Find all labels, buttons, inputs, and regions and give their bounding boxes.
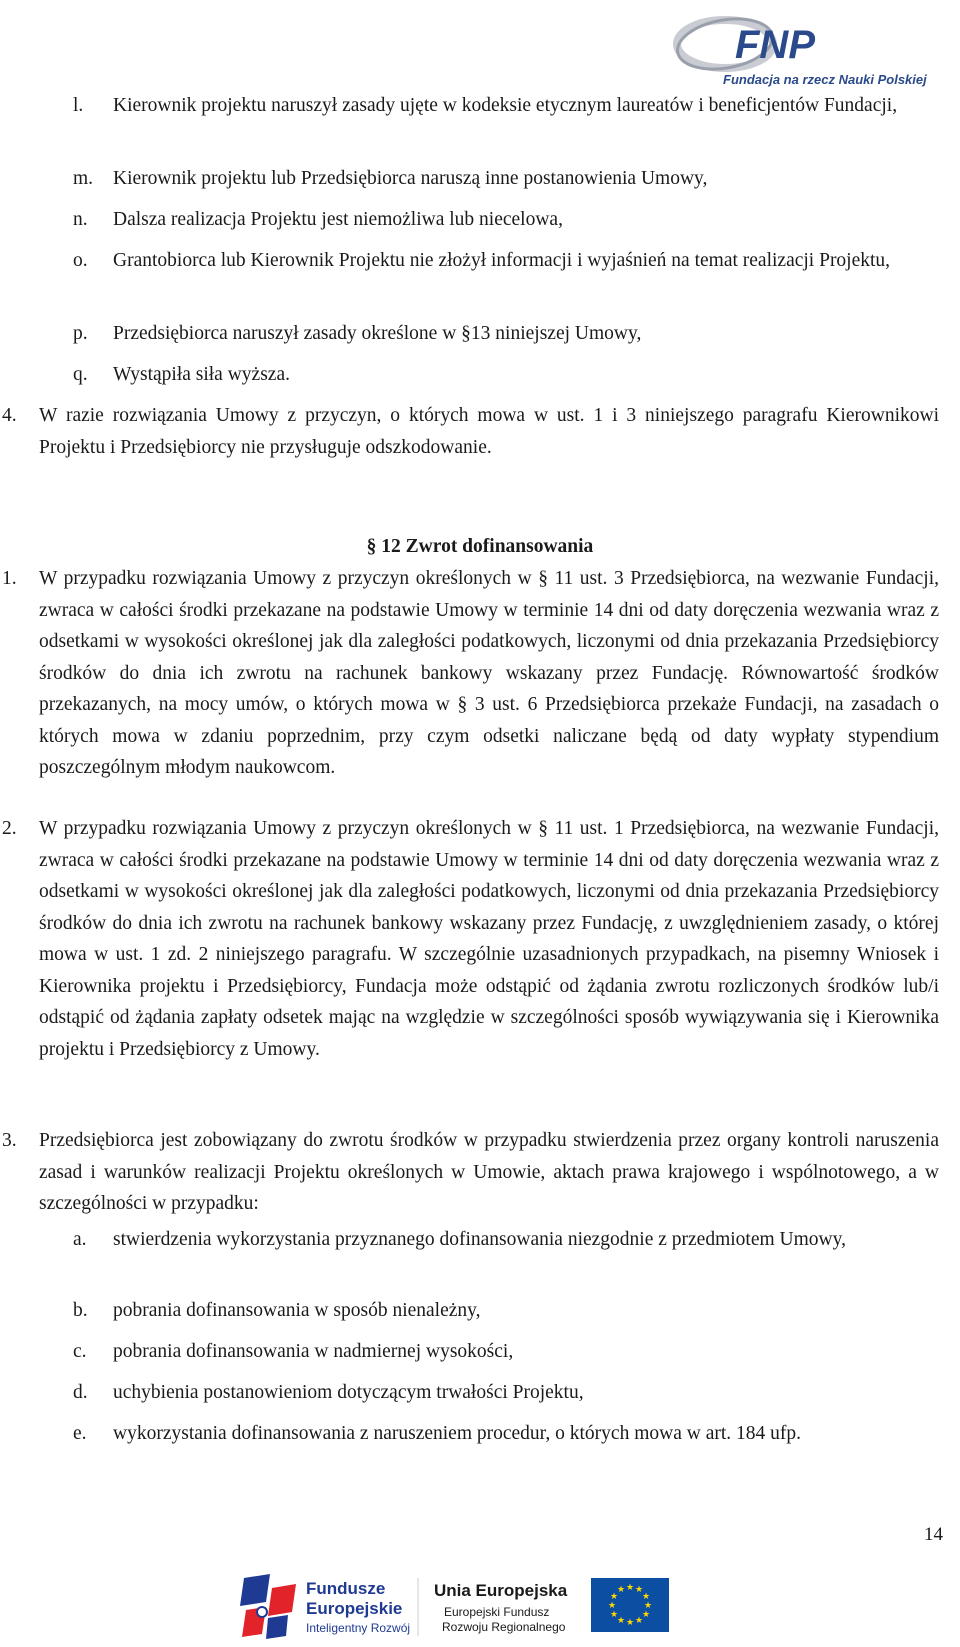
list-item	[73, 1224, 939, 1256]
list-text: Wystąpiła siła wyższa.	[113, 364, 290, 385]
paragraph-text: W razie rozwiązania Umowy z przyczyn, o których mowa w ust. 1 i 3 niniejszego paragrafu Kierownikowi Projektu i Przedsiębiorcy nie przysługuje odszkodowanie.	[39, 405, 939, 458]
page-number: 14	[924, 1524, 943, 1545]
paragraph-number: 3.	[2, 1130, 17, 1151]
numbered-paragraph	[2, 563, 939, 784]
eu-line1: Unia Europejska	[434, 1581, 568, 1600]
list-marker: p.	[73, 323, 88, 344]
list-marker: l.	[73, 95, 84, 116]
list-item	[73, 90, 939, 122]
svg-text:★: ★	[634, 1616, 644, 1626]
fe-line3: Inteligentny Rozwój	[306, 1621, 411, 1635]
list-text: pobrania dofinansowania w sposób nienależny,	[113, 1300, 481, 1321]
list-text: pobrania dofinansowania w nadmiernej wysokości,	[113, 1341, 514, 1362]
list-marker: e.	[73, 1423, 87, 1444]
numbered-paragraph	[2, 813, 939, 1065]
paragraph-text: Przedsiębiorca jest zobowiązany do zwrotu środków w przypadku stwierdzenia przez organy kontroli naruszenia zasad i warunków realizacji Projektu określonych w Umowie, aktach prawa krajowego i wspólnotowego, a w szczególności w przypadku:	[39, 1130, 939, 1214]
list-item	[73, 1295, 939, 1327]
section-heading: § 12 Zwrot dofinansowania	[366, 536, 594, 557]
list-item	[73, 318, 939, 350]
numbered-paragraph	[2, 400, 939, 463]
list-marker: d.	[73, 1382, 88, 1403]
fe-line2: Europejskie	[306, 1599, 403, 1618]
svg-text:★: ★	[616, 1616, 626, 1626]
numbered-paragraph	[2, 1125, 939, 1220]
paragraph-number: 1.	[2, 568, 17, 589]
fnp-logo-tagline: Fundacja na rzecz Nauki Polskiej	[723, 72, 927, 87]
svg-text:★: ★	[616, 1585, 626, 1595]
list-marker: n.	[73, 209, 88, 230]
list-item	[73, 204, 939, 236]
svg-text:★: ★	[625, 1583, 635, 1593]
svg-text:★: ★	[643, 1601, 653, 1611]
list-item	[73, 1336, 939, 1368]
list-text: Dalsza realizacja Projektu jest niemożliwa lub niecelowa,	[113, 209, 563, 230]
list-text: wykorzystania dofinansowania z naruszeniem procedur, o których mowa w art. 184 ufp.	[113, 1423, 802, 1444]
fnp-logo-text: FNP	[735, 23, 815, 67]
list-text: Kierownik projektu naruszył zasady ujęte w kodeksie etycznym laureatów i beneficjentów Fundacji,	[113, 95, 898, 116]
eu-line2: Europejski Fundusz	[444, 1605, 550, 1619]
list-text: Przedsiębiorca naruszył zasady określone w §13 niniejszej Umowy,	[113, 323, 642, 344]
svg-text:★: ★	[641, 1610, 651, 1620]
list-item	[73, 245, 939, 277]
svg-text:★: ★	[609, 1610, 619, 1620]
footer-logos	[236, 1572, 836, 1642]
list-item	[73, 1377, 939, 1409]
list-marker: c.	[73, 1341, 87, 1362]
fe-line1: Fundusze	[306, 1579, 386, 1598]
list-text: stwierdzenia wykorzystania przyznanego dofinansowania niezgodnie z przedmiotem Umowy,	[113, 1229, 846, 1250]
list-marker: o.	[73, 250, 88, 271]
eu-line3: Rozwoju Regionalnego	[442, 1620, 566, 1634]
list-item	[73, 359, 939, 391]
list-marker: a.	[73, 1229, 87, 1250]
svg-text:★: ★	[625, 1618, 635, 1628]
list-text: Kierownik projektu lub Przedsiębiorca naruszą inne postanowienia Umowy,	[113, 168, 708, 189]
fundusze-europejskie-logo	[240, 1574, 410, 1639]
fnp-logo	[665, 6, 955, 96]
paragraph-text: W przypadku rozwiązania Umowy z przyczyn określonych w § 11 ust. 1 Przedsiębiorca, na wezwanie Fundacji, zwraca w całości środki przekazane na podstawie Umowy w terminie 14 dni od daty doręczenia wezwania wraz z odsetkami w wysokości określonej jak dla zaległości podatkowych, liczonymi od dnia przekazania Przedsiębiorcy środków do dnia ich zwrotu na rachunek bankowy wskazany przez Fundację, z uwzględnieniem zasady, o której mowa w ust. 1 zd. 2 niniejszego paragrafu. W szczególnie uzasadnionych przypadkach, na pisemny Wniosek i Kierownika projektu i Przedsiębiorcy, Fundacja może odstąpić od żądania zwrotu rozliczonych środków lub/i odstąpić od żądania zapłaty odsetek mając na względzie w szczególności sposób wywiązywania się i Kierownika projektu i Przedsiębiorcy z Umowy.	[39, 818, 939, 1060]
svg-text:★: ★	[609, 1592, 619, 1602]
svg-text:★: ★	[634, 1585, 644, 1595]
paragraph-number: 2.	[2, 818, 17, 839]
svg-text:★: ★	[641, 1592, 651, 1602]
list-item	[73, 1418, 939, 1450]
paragraph-text: W przypadku rozwiązania Umowy z przyczyn określonych w § 11 ust. 3 Przedsiębiorca, na wezwanie Fundacji, zwraca w całości środki przekazane na podstawie Umowy w terminie 14 dni od daty doręczenia wezwania wraz z odsetkami w wysokości określonej jak dla zaległości podatkowych, liczonymi od dnia przekazania Przedsiębiorcy środków do dnia ich zwrotu na rachunek bankowy wskazany przez Fundację. Równowartość środków przekazanych, na mocy umów, o których mowa w § 3 ust. 6 Przedsiębiorca przekaże Fundacji, na zasadach o których mowa w zdaniu poprzednim, przy czym odsetki naliczane będą od daty wypłaty stypendium poszczególnym młodym naukowcom.	[39, 568, 939, 778]
list-text: uchybienia postanowieniom dotyczącym trwałości Projektu,	[113, 1382, 584, 1403]
list-text: Grantobiorca lub Kierownik Projektu nie złożył informacji i wyjaśnień na temat realizacji Projektu,	[113, 250, 891, 271]
svg-text:★: ★	[607, 1601, 617, 1611]
list-marker: q.	[73, 364, 88, 385]
list-item	[73, 163, 939, 195]
unia-europejska-logo	[434, 1578, 669, 1634]
list-marker: m.	[73, 168, 94, 189]
paragraph-number: 4.	[2, 405, 17, 426]
list-marker: b.	[73, 1300, 88, 1321]
